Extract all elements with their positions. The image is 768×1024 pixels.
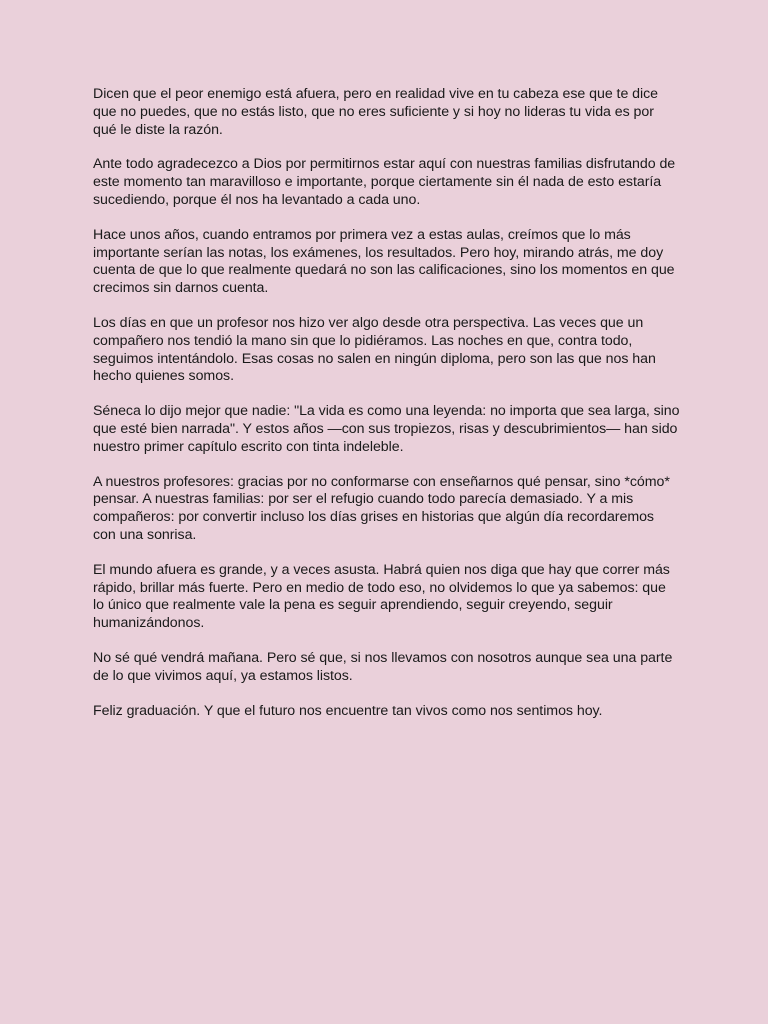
- paragraph-4: Los días en que un profesor nos hizo ver algo desde otra perspectiva. Las veces que un compañero nos tendió la mano sin que lo pidiéramos. Las noches en que, contra todo, seguimos intentándolo. Esas cosas no salen en ningún diploma, pero son las que nos han hecho quienes somos.: [93, 314, 656, 385]
- paragraph-6: A nuestros profesores: gracias por no conformarse con enseñarnos qué pensar, sino *cómo* pensar. A nuestras familias: por ser el refugio cuando todo parecía demasiado. Y a mis compañeros: por convertir incluso los días grises en historias que algún día recordaremos con una sonrisa.: [93, 473, 670, 543]
- paragraph-9: Feliz graduación. Y que el futuro nos encuentre tan vivos como nos sentimos hoy.: [93, 702, 603, 719]
- paragraph-5: Séneca lo dijo mejor que nadie: "La vida es como una leyenda: no importa que sea larga, sino que esté bien narrada". Y estos años —con sus tropiezos, risas y descubrimientos— han sido nuestro primer capítulo escrito con tinta indeleble.: [93, 403, 680, 455]
- paragraph-2: Ante todo agradecezco a Dios por permitirnos estar aquí con nuestras familias disfrutando de este momento tan maravilloso e importante, porque ciertamente sin él nada de esto estaría sucediendo, porque él nos ha levantado a cada uno.: [93, 156, 676, 208]
- paragraph-3: Hace unos años, cuando entramos por primera vez a estas aulas, creímos que lo más importante serían las notas, los exámenes, los resultados. Pero hoy, mirando atrás, me doy cuenta de que lo que realmente quedará no son las calificaciones, sino los momentos en que crecimos sin darnos cuenta.: [93, 226, 675, 297]
- paragraph-7: El mundo afuera es grande, y a veces asusta. Habrá quien nos diga que hay que correr más rápido, brillar más fuerte. Pero en medio de todo eso, no olvidemos lo que ya sabemos: que lo único que realmente vale la pena es seguir aprendiendo, seguir creyendo, seguir humanizándonos.: [93, 561, 670, 632]
- paragraph-8: No sé qué vendrá mañana. Pero sé que, si nos llevamos con nosotros aunque sea una parte de lo que vivimos aquí, ya estamos listos.: [93, 649, 673, 684]
- paragraph-1: Dicen que el peor enemigo está afuera, pero en realidad vive en tu cabeza ese que te dice que no puedes, que no estás listo, que no eres suficiente y si hoy no lideras tu vida es por qué le diste la razón.: [93, 86, 659, 138]
